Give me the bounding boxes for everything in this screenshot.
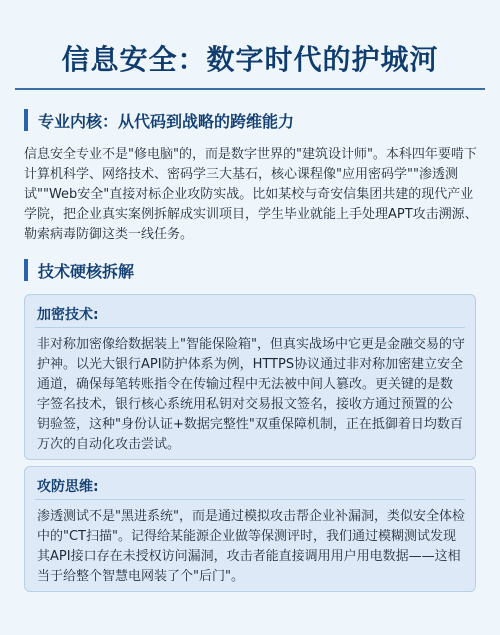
card-divider [35,499,465,500]
section-title-core: 专业内核：从代码到战略的跨维能力 [38,111,295,131]
card-encryption [24,294,476,460]
section-accent-bar [24,259,28,281]
section-body-core: 信息安全专业不是"修电脑"的，而是数字世界的"建筑设计师"。本科四年要啃下计算机科学、网络技术、密码学三大基石，核心课程像"应用密码学""渗透测试""Web安全"直接对标企业攻防实战。比如某校与奇安信集团共建的现代产业学院，把企业真实案例拆解成实训项目，学生毕业就能上手处理APT攻击溯源、勒索病毒防御这类一线任务。 [24,147,478,242]
card-body-encryption: 非对称加密像给数据装上"智能保险箱"，但真实战场中它更是金融交易的守护神。以光大银行API防护体系为例，HTTPS协议通过非对称加密建立安全通道，确保每笔转账指令在传输过程中无法被中间人篡改。更关键的是数字签名技术，银行核心系统用私钥对交易报文签名，接收方通过预置的公钥验签，这种"身份认证+数据完整性"双重保障机制，正在抵御着日均数百万次的自动化攻击尝试。 [37,337,465,452]
title-block [0,18,500,114]
section-heading-tech [24,258,134,282]
title-underline [15,88,485,90]
section-title-tech: 技术硬核拆解 [38,261,135,281]
card-title-encryption: 加密技术: [37,307,99,323]
card-title-attack-defense: 攻防思维: [37,479,99,495]
card-attack-defense [24,466,476,592]
card-body-attack-defense: 渗透测试不是"黑进系统"，而是通过模拟攻击帮企业补漏洞，类似安全体检中的"CT扫描"。记得给某能源企业做等保测评时，我们通过模糊测试发现其API接口存在未授权访问漏洞，攻击者能直接调用用户用电数据——这相当于给整个智慧电网装了个"后门"。 [37,509,465,584]
page-title: 信息安全：数字时代的护城河 [61,43,439,76]
section-heading-core [24,108,294,132]
card-divider [35,327,465,328]
section-accent-bar [24,109,28,131]
